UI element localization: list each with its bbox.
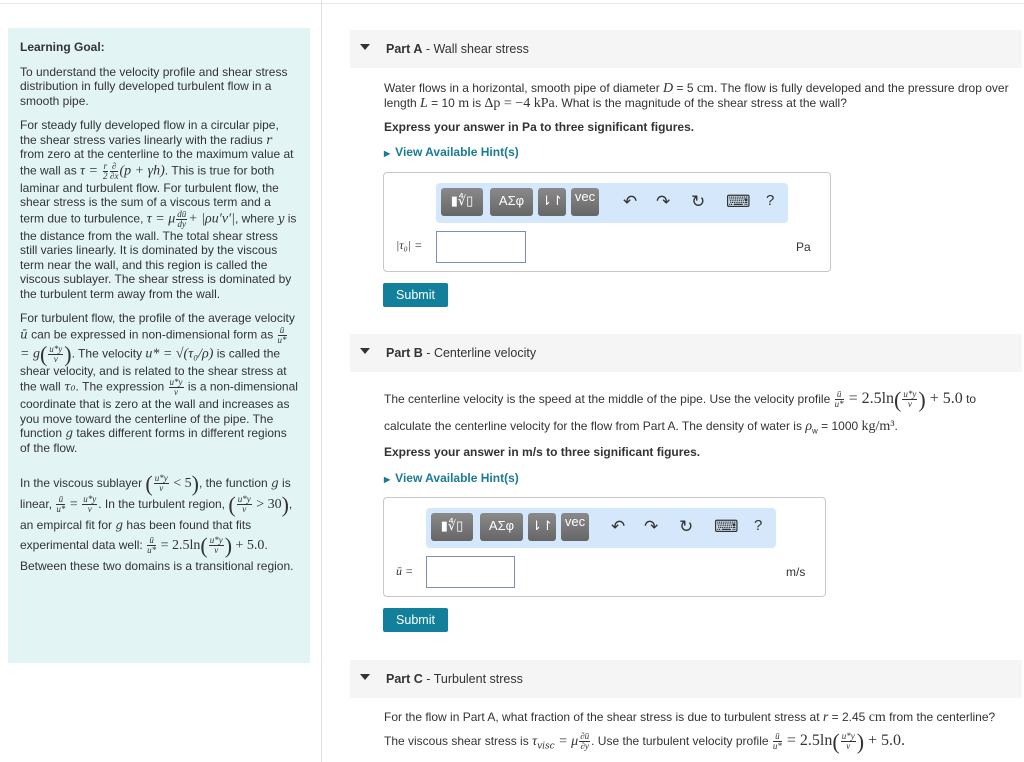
- templates-button[interactable]: ▮∜▯: [441, 188, 483, 216]
- part-a-hints-link[interactable]: ▶ View Available Hint(s): [384, 145, 519, 159]
- vector-button[interactable]: vec: [561, 513, 589, 541]
- learning-goal-title: Learning Goal:: [20, 40, 105, 54]
- part-a-question: Water flows in a horizontal, smooth pipe of diameter D = 5 cm. The flow is fully developed and the pressure drop over length L = 10 m is Δp = −4 kPa. What is the magnitude of the shear stress at the wall?: [384, 81, 1009, 111]
- column-divider: [321, 0, 322, 762]
- keyboard-icon[interactable]: ⌨: [726, 192, 751, 211]
- part-c-question-1: For the flow in Part A, what fraction of the shear stress is due to turbulent stress at r = 2.45 cm from the centerline?: [384, 710, 996, 725]
- unit-label: Pa: [796, 240, 811, 254]
- learning-goal-paragraph-4: In the viscous sublayer ( $\frac{u*y}{\nu}$ < 5), the function g is linear, $\frac{ū}{u*}$ = $\frac{u*y}{\nu}$ . In the turbulent region, ( $\frac{u*y}{\nu}$ > 30), an empircal fit for g has been found that fits experimental data well: $\frac{ū}{u*}$ = 2.5ln( $\frac{u*y}{\nu}$ ) + 5.0. Between these two domains is a transitional region.: [20, 470, 294, 573]
- part-b-header[interactable]: Part B - Centerline velocity: [350, 334, 1022, 372]
- part-a-instruction: Express your answer in Pa to three significant figures.: [384, 120, 695, 134]
- templates-button[interactable]: ▮∜▯: [431, 513, 473, 541]
- subscript-superscript-button[interactable]: ⇂↾: [528, 513, 556, 541]
- learning-goal-intro: To understand the velocity profile and shear stress distribution in fully developed turbulent flow in a smooth pipe.: [20, 64, 288, 108]
- reset-icon[interactable]: ↻: [691, 192, 706, 211]
- reset-icon[interactable]: ↻: [679, 517, 694, 536]
- collapse-triangle-icon[interactable]: [360, 348, 370, 354]
- shear-stress-input[interactable]: [436, 231, 526, 263]
- undo-icon[interactable]: ↶: [623, 192, 638, 211]
- part-b-instruction: Express your answer in m/s to three significant figures.: [384, 445, 701, 459]
- centerline-velocity-input[interactable]: [426, 556, 515, 588]
- math-toolbar: [426, 508, 776, 548]
- collapse-triangle-icon[interactable]: [360, 44, 370, 50]
- redo-icon[interactable]: ↷: [644, 517, 659, 536]
- answer-label: |τ₀| =: [396, 238, 423, 252]
- collapse-triangle-icon[interactable]: [360, 674, 370, 680]
- part-a-answer-box: [383, 172, 831, 272]
- expand-arrow-icon: ▶: [384, 475, 391, 484]
- part-b-submit-button[interactable]: Submit: [383, 608, 448, 632]
- unit-label: m/s: [786, 565, 806, 579]
- redo-icon[interactable]: ↷: [656, 192, 671, 211]
- help-icon[interactable]: ?: [766, 192, 775, 209]
- greek-symbols-button[interactable]: ΑΣφ: [480, 513, 523, 541]
- greek-symbols-button[interactable]: ΑΣφ: [490, 188, 533, 216]
- subscript-superscript-button[interactable]: ⇂↾: [538, 188, 566, 216]
- answer-label: ū =: [396, 564, 414, 578]
- top-divider: [0, 3, 1024, 4]
- part-b-answer-box: [383, 497, 826, 597]
- part-c-header[interactable]: Part C - Turbulent stress: [350, 660, 1022, 698]
- math-toolbar: [436, 183, 788, 223]
- part-a-submit-button[interactable]: Submit: [383, 283, 448, 307]
- learning-goal-paragraph-3: For turbulent flow, the profile of the average velocity ū can be expressed in non-dimensional form as $\frac{ū}{u*}$ = g( $\frac{u*y}{\nu}$ ). The velocity u* = √(τ₀/ρ) is called the shear velocity, and is related to the shear stress at the wall τ₀. The expression $\frac{u*y}{\nu}$ is a non-dimensional coordinate that is zero at the wall and increases as you move toward the centerline of the pipe. The function g takes different forms in different regions of the flow.: [20, 311, 298, 455]
- keyboard-icon[interactable]: ⌨: [714, 517, 739, 536]
- part-b-hints-link[interactable]: ▶ View Available Hint(s): [384, 471, 519, 485]
- vector-button[interactable]: vec: [571, 188, 599, 216]
- part-b-question: The centerline velocity is the speed at the middle of the pipe. Use the velocity profile $\frac{ū}{u*}$ = 2.5ln( $\frac{u*y}{\nu}$ ) + 5.0 to calculate the centerline velocity for the flow from Part A. The density of water is $\rho_w = 1000$ kg/m³.: [384, 386, 977, 436]
- part-c-question-2: The viscous shear stress is $\tau_{visc} = \mu$ $\frac{\partial ū}{\partial y}$ . Use the turbulent velocity profile $\frac{ū}{u*}$ = 2.5ln( $\frac{u*y}{\nu}$ ) + 5.0.: [384, 728, 906, 754]
- expand-arrow-icon: ▶: [384, 149, 391, 158]
- part-a-header[interactable]: Part A - Wall shear stress: [350, 30, 1022, 68]
- undo-icon[interactable]: ↶: [611, 517, 626, 536]
- help-icon[interactable]: ?: [754, 517, 763, 534]
- learning-goal-paragraph-2: For steady fully developed flow in a circular pipe, the shear stress varies linearly with the radius r from zero at the centerline to the maximum value at the wall as τ = $\frac{r}{2}$ $\frac{\partial}{\partial x}$ (p + γh). This is true for both laminar and turbulent flow. For turbulent flow, the shear stress is the sum of a viscous term and a term due to turbulence, τ = μ $\frac{dū}{dy}$ + |ρu′v′|, where y is the distance from the wall. The total shear stress still varies linearly. It is dominated by the viscous term near the wall, and this region is called the viscous sublayer. The shear stress is dominated by the turbulent term away from the wall.: [20, 118, 297, 301]
- learning-goal-panel: [8, 28, 310, 663]
